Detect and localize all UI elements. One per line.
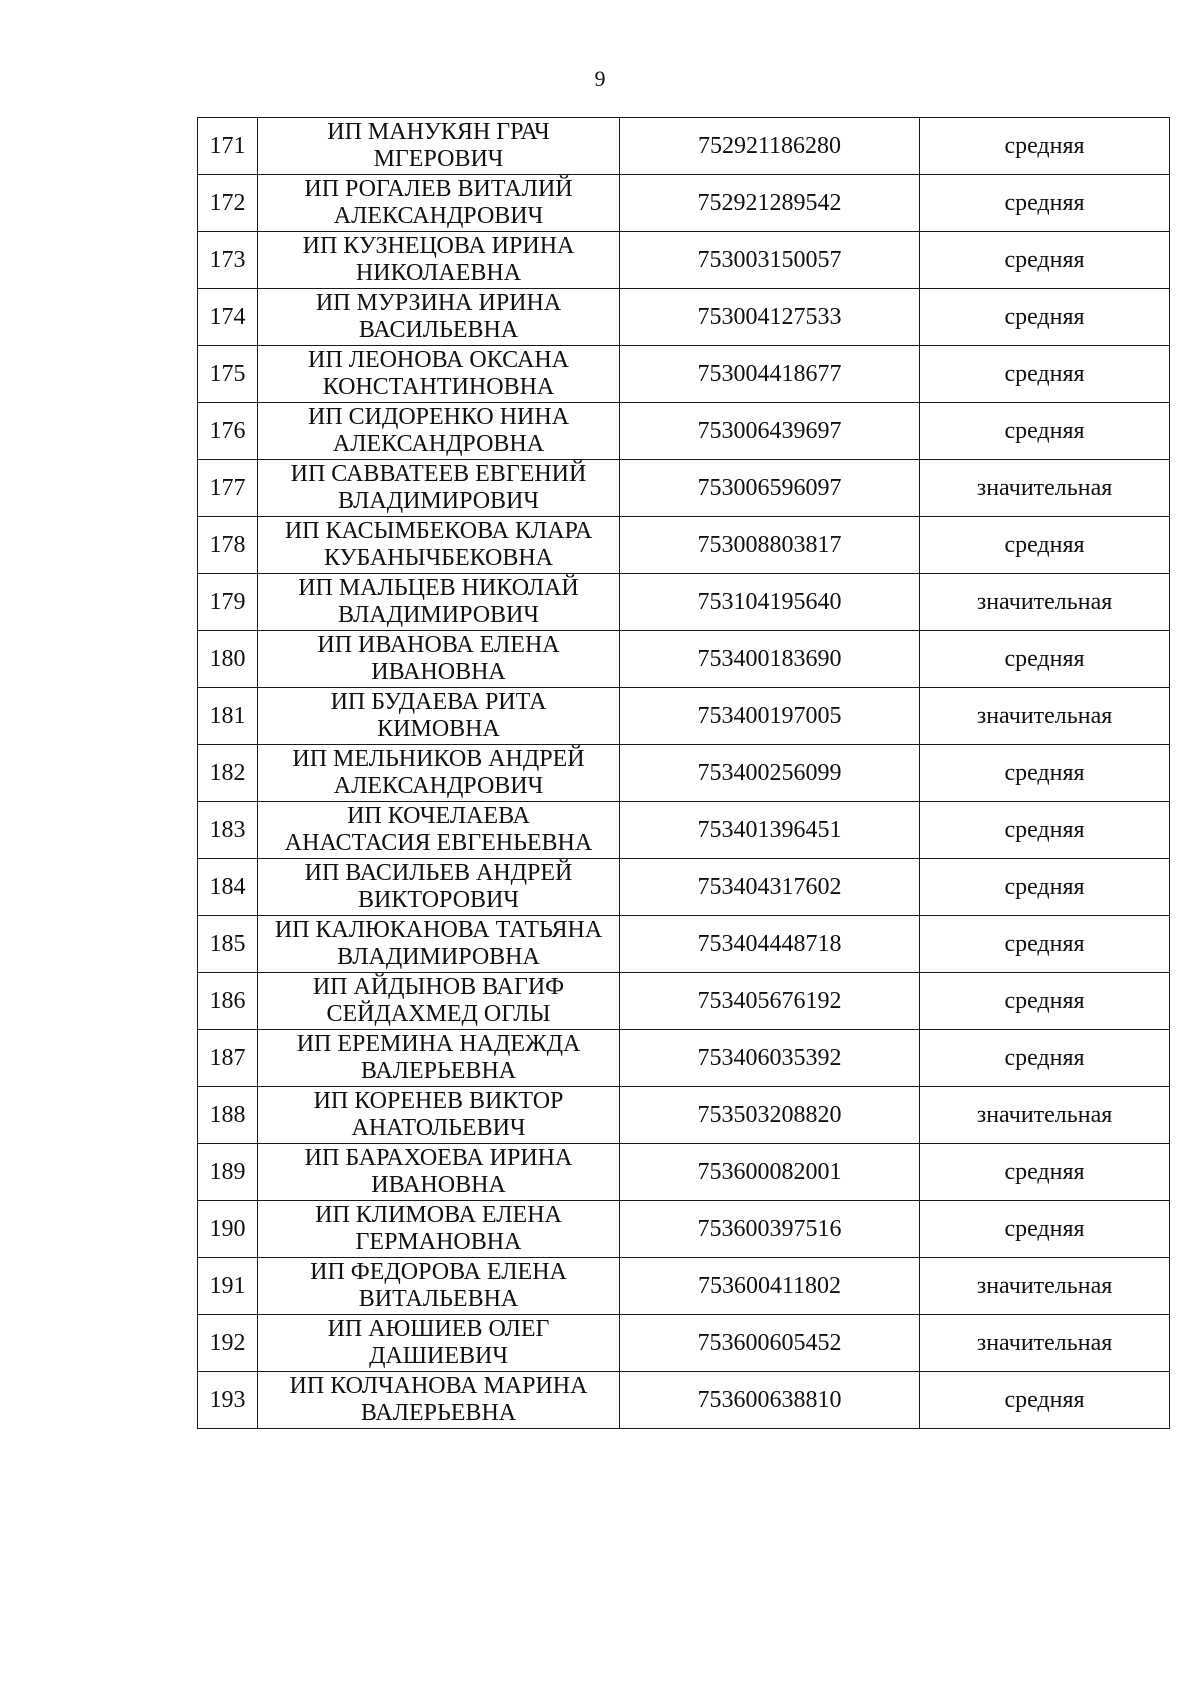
risk-category: средняя (920, 517, 1170, 574)
entrepreneur-name-line2: АНАСТАСИЯ ЕВГЕНЬЕВНА (284, 830, 593, 856)
entrepreneur-name-line1: ИП ЛЕОНОВА ОКСАНА (308, 347, 569, 373)
risk-category: средняя (920, 232, 1170, 289)
entrepreneur-name-line1: ИП МУРЗИНА ИРИНА (315, 290, 562, 316)
entrepreneur-name-line2: ВЛАДИМИРОВИЧ (338, 488, 539, 514)
table-row (198, 859, 1170, 916)
inn-value: 753405676192 (620, 973, 920, 1030)
entrepreneur-name (258, 1030, 620, 1087)
entrepreneur-name-line1: ИП КОРЕНЕВ ВИКТОР (313, 1088, 564, 1114)
table-row (198, 118, 1170, 175)
table-row (198, 289, 1170, 346)
entrepreneur-name (258, 1144, 620, 1201)
entrepreneur-name (258, 289, 620, 346)
row-number: 179 (198, 574, 258, 631)
inn-value: 753401396451 (620, 802, 920, 859)
risk-category: средняя (920, 631, 1170, 688)
risk-category: средняя (920, 289, 1170, 346)
entrepreneur-name-line1: ИП КЛИМОВА ЕЛЕНА (315, 1202, 562, 1228)
inn-value: 753600638810 (620, 1372, 920, 1429)
risk-category: значительная (920, 574, 1170, 631)
risk-category: значительная (920, 1087, 1170, 1144)
entrepreneur-name (258, 517, 620, 574)
entrepreneur-name-line1: ИП КОЧЕЛАЕВА (347, 803, 530, 829)
table-row (198, 973, 1170, 1030)
entrepreneur-name (258, 916, 620, 973)
entrepreneur-name-line1: ИП КУЗНЕЦОВА ИРИНА (302, 233, 575, 259)
table-row (198, 916, 1170, 973)
table-row (198, 802, 1170, 859)
row-number: 187 (198, 1030, 258, 1087)
row-number: 192 (198, 1315, 258, 1372)
table-row (198, 517, 1170, 574)
inn-value: 753006439697 (620, 403, 920, 460)
row-number: 193 (198, 1372, 258, 1429)
registry-table-body (198, 118, 1170, 1429)
entrepreneur-name-line2: ВАЛЕРЬЕВНА (360, 1400, 517, 1426)
entrepreneur-name-line2: АНАТОЛЬЕВИЧ (351, 1115, 526, 1141)
row-number: 184 (198, 859, 258, 916)
entrepreneur-name (258, 460, 620, 517)
entrepreneur-name-line2: ИВАНОВНА (371, 1172, 506, 1198)
table-row (198, 175, 1170, 232)
entrepreneur-name-line1: ИП КОЛЧАНОВА МАРИНА (289, 1373, 588, 1399)
page-number: 9 (594, 66, 606, 91)
inn-value: 753400197005 (620, 688, 920, 745)
entrepreneur-name-line2: КУБАНЫЧБЕКОВНА (323, 545, 554, 571)
entrepreneur-name (258, 175, 620, 232)
entrepreneur-name-line2: МГЕРОВИЧ (373, 146, 504, 172)
row-number: 173 (198, 232, 258, 289)
entrepreneur-name-line1: ИП СИДОРЕНКО НИНА (307, 404, 570, 430)
row-number: 185 (198, 916, 258, 973)
risk-category: средняя (920, 118, 1170, 175)
entrepreneur-name-line1: ИП РОГАЛЕВ ВИТАЛИЙ (304, 176, 573, 202)
entrepreneur-name-line1: ИП МЕЛЬНИКОВ АНДРЕЙ (292, 746, 585, 772)
entrepreneur-name-line1: ИП МАНУКЯН ГРАЧ (327, 119, 550, 145)
entrepreneur-name-line2: ИВАНОВНА (371, 659, 506, 685)
entrepreneur-name-line1: ИП МАЛЬЦЕВ НИКОЛАЙ (298, 575, 579, 601)
entrepreneur-name-line2: АЛЕКСАНДРОВНА (332, 431, 545, 457)
entrepreneur-name-line1: ИП АЮШИЕВ ОЛЕГ (327, 1316, 550, 1342)
entrepreneur-name (258, 574, 620, 631)
table-row (198, 403, 1170, 460)
risk-category: средняя (920, 1201, 1170, 1258)
inn-value: 753004127533 (620, 289, 920, 346)
inn-value: 753004418677 (620, 346, 920, 403)
row-number: 171 (198, 118, 258, 175)
risk-category: значительная (920, 1315, 1170, 1372)
entrepreneur-name-line1: ИП ВАСИЛЬЕВ АНДРЕЙ (304, 860, 573, 886)
risk-category: средняя (920, 1372, 1170, 1429)
entrepreneur-name-line1: ИП ЕРЕМИНА НАДЕЖДА (296, 1031, 581, 1057)
entrepreneur-name-line1: ИП АЙДЫНОВ ВАГИФ (312, 974, 565, 1000)
table-row (198, 631, 1170, 688)
entrepreneur-name (258, 1258, 620, 1315)
table-row (198, 460, 1170, 517)
table-row (198, 745, 1170, 802)
inn-value: 753404317602 (620, 859, 920, 916)
table-row (198, 1030, 1170, 1087)
entrepreneur-name-line2: ВАЛЕРЬЕВНА (360, 1058, 517, 1084)
entrepreneur-name (258, 1201, 620, 1258)
row-number: 183 (198, 802, 258, 859)
entrepreneur-name (258, 802, 620, 859)
entrepreneur-name (258, 1372, 620, 1429)
entrepreneur-name-line1: ИП ИВАНОВА ЕЛЕНА (317, 632, 560, 658)
entrepreneur-name (258, 1087, 620, 1144)
entrepreneur-name-line1: ИП БУДАЕВА РИТА (330, 689, 547, 715)
risk-category: средняя (920, 973, 1170, 1030)
inn-value: 753003150057 (620, 232, 920, 289)
inn-value: 752921289542 (620, 175, 920, 232)
row-number: 181 (198, 688, 258, 745)
table-row (198, 1258, 1170, 1315)
entrepreneur-name-line2: СЕЙДАХМЕД ОГЛЫ (326, 1001, 551, 1027)
entrepreneur-name-line1: ИП КАСЫМБЕКОВА КЛАРА (284, 518, 593, 544)
entrepreneur-name-line1: ИП КАЛЮКАНОВА ТАТЬЯНА (274, 917, 603, 943)
entrepreneur-name-line2: ВИКТОРОВИЧ (358, 887, 519, 913)
row-number: 188 (198, 1087, 258, 1144)
row-number: 172 (198, 175, 258, 232)
entrepreneur-name-line2: НИКОЛАЕВНА (355, 260, 522, 286)
row-number: 182 (198, 745, 258, 802)
entrepreneur-name-line2: ДАШИЕВИЧ (369, 1343, 508, 1369)
inn-value: 753400256099 (620, 745, 920, 802)
entrepreneur-name (258, 1315, 620, 1372)
inn-value: 753400183690 (620, 631, 920, 688)
inn-value: 753006596097 (620, 460, 920, 517)
table-row (198, 1315, 1170, 1372)
risk-category: средняя (920, 1030, 1170, 1087)
entrepreneur-name (258, 403, 620, 460)
row-number: 177 (198, 460, 258, 517)
risk-category: средняя (920, 346, 1170, 403)
table-row (198, 574, 1170, 631)
entrepreneur-name-line1: ИП САВВАТЕЕВ ЕВГЕНИЙ (290, 461, 587, 487)
entrepreneur-name-line1: ИП ФЕДОРОВА ЕЛЕНА (310, 1259, 567, 1285)
entrepreneur-name-line2: АЛЕКСАНДРОВИЧ (333, 203, 544, 229)
risk-category: значительная (920, 1258, 1170, 1315)
entrepreneur-name-line2: ВЛАДИМИРОВНА (337, 944, 540, 970)
inn-value: 753406035392 (620, 1030, 920, 1087)
table-row (198, 1372, 1170, 1429)
table-row (198, 1087, 1170, 1144)
inn-value: 753104195640 (620, 574, 920, 631)
entrepreneur-name (258, 118, 620, 175)
table-row (198, 346, 1170, 403)
inn-value: 753008803817 (620, 517, 920, 574)
entrepreneur-name (258, 973, 620, 1030)
risk-category: средняя (920, 745, 1170, 802)
inn-value: 753600082001 (620, 1144, 920, 1201)
row-number: 175 (198, 346, 258, 403)
row-number: 191 (198, 1258, 258, 1315)
inn-value: 752921186280 (620, 118, 920, 175)
entrepreneur-name (258, 346, 620, 403)
row-number: 176 (198, 403, 258, 460)
table-row (198, 688, 1170, 745)
inn-value: 753404448718 (620, 916, 920, 973)
risk-category: значительная (920, 688, 1170, 745)
table-row (198, 1144, 1170, 1201)
row-number: 190 (198, 1201, 258, 1258)
entrepreneur-name-line2: КОНСТАНТИНОВНА (322, 374, 555, 400)
inn-value: 753600397516 (620, 1201, 920, 1258)
entrepreneur-name-line1: ИП БАРАХОЕВА ИРИНА (304, 1145, 573, 1171)
entrepreneur-name (258, 745, 620, 802)
entrepreneur-name-line2: АЛЕКСАНДРОВИЧ (333, 773, 544, 799)
inn-value: 753600411802 (620, 1258, 920, 1315)
entrepreneur-name (258, 688, 620, 745)
risk-category: средняя (920, 859, 1170, 916)
inn-value: 753600605452 (620, 1315, 920, 1372)
row-number: 180 (198, 631, 258, 688)
risk-category: значительная (920, 460, 1170, 517)
registry-table (197, 117, 1170, 1429)
table-row (198, 232, 1170, 289)
row-number: 174 (198, 289, 258, 346)
risk-category: средняя (920, 403, 1170, 460)
risk-category: средняя (920, 916, 1170, 973)
entrepreneur-name (258, 631, 620, 688)
entrepreneur-name-line2: ВИТАЛЬЕВНА (358, 1286, 519, 1312)
row-number: 186 (198, 973, 258, 1030)
entrepreneur-name (258, 859, 620, 916)
row-number: 189 (198, 1144, 258, 1201)
risk-category: средняя (920, 1144, 1170, 1201)
entrepreneur-name-line2: ВЛАДИМИРОВИЧ (338, 602, 539, 628)
table-row (198, 1201, 1170, 1258)
entrepreneur-name-line2: ГЕРМАНОВНА (355, 1229, 522, 1255)
risk-category: средняя (920, 175, 1170, 232)
risk-category: средняя (920, 802, 1170, 859)
entrepreneur-name-line2: КИМОВНА (377, 716, 500, 742)
entrepreneur-name-line2: ВАСИЛЬЕВНА (358, 317, 519, 343)
inn-value: 753503208820 (620, 1087, 920, 1144)
entrepreneur-name (258, 232, 620, 289)
row-number: 178 (198, 517, 258, 574)
